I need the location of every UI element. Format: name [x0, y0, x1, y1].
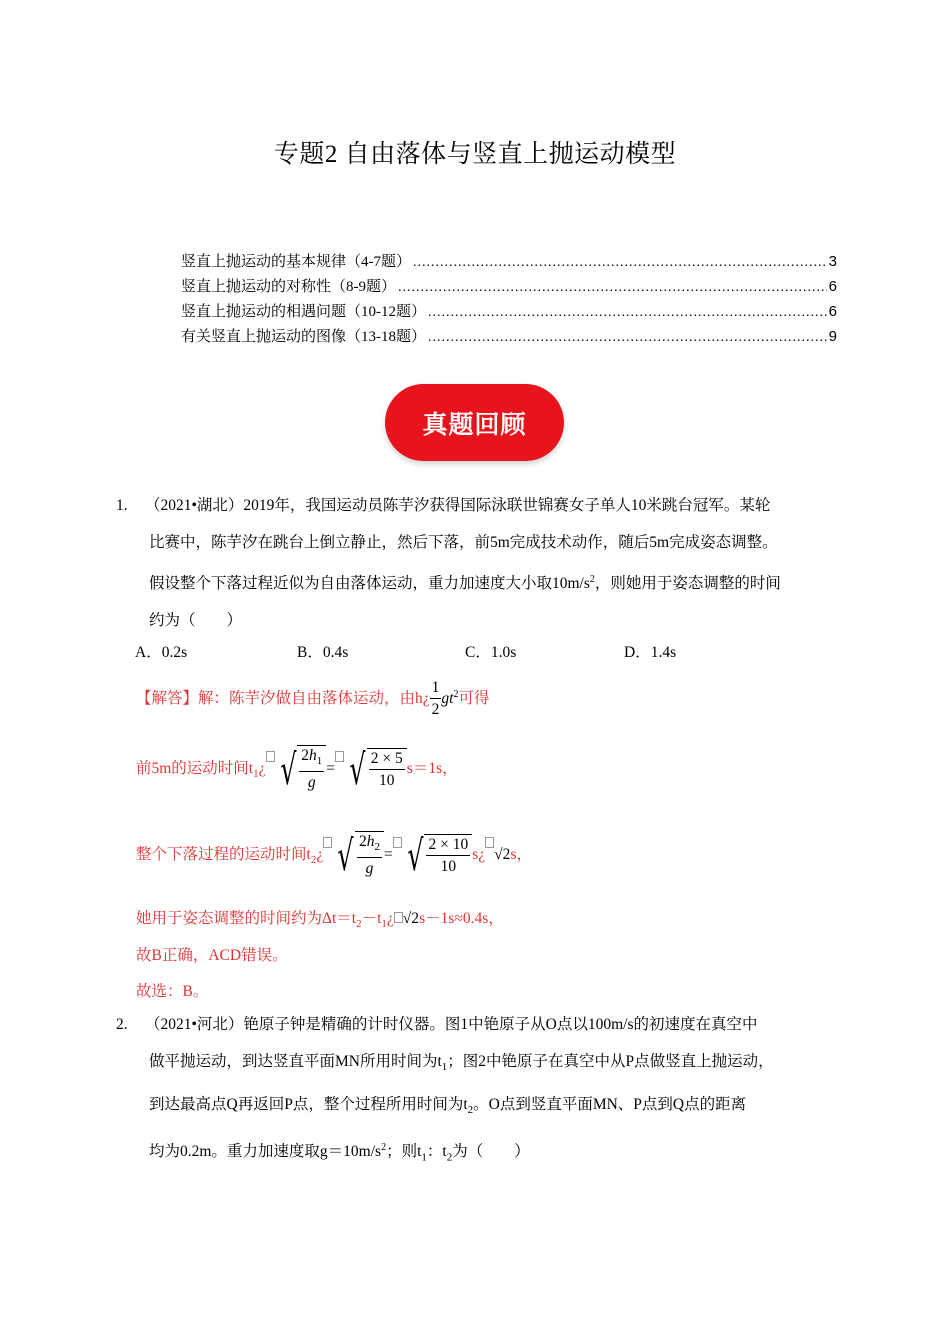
option-b[interactable]: B．0.4s	[297, 644, 349, 661]
toc-entry-page: 9	[828, 328, 837, 345]
question-text	[145, 1006, 859, 1176]
toc-entry-label: 竖直上抛运动的对称性（8-9题）	[181, 279, 396, 295]
sqrt-expression: √ $\frac{2h_2}{g}$	[332, 831, 384, 880]
option-a[interactable]: A．0.2s	[135, 644, 188, 661]
toc-leader-dots	[428, 305, 827, 321]
toc-entry-page: 6	[828, 303, 837, 320]
question-line: 比赛中，陈芋汐在跳台上倒立静止，然后下落，前5m完成技术动作，随后5m完成姿态调整。	[149, 534, 778, 551]
solution-line: 【解答】解：陈芋汐做自由落体运动，由h¿ $\frac{1}{2}$ $gt^2$可得	[136, 678, 490, 721]
toc-entry[interactable]	[181, 275, 837, 300]
toc-leader-dots	[413, 255, 827, 271]
toc-entry-label: 竖直上抛运动的基本规律（4-7题）	[181, 254, 411, 270]
option-d[interactable]: D．1.4s	[624, 644, 677, 661]
fraction-half: $\frac{1}{2}$	[431, 679, 440, 718]
solution-line: 故B正确，ACD错误。	[136, 947, 288, 964]
question-line: （2021•河北）铯原子钟是精确的计时仪器。图1中铯原子从O点以100m/s的初速度在真空中	[145, 1016, 758, 1033]
solution-line: 她用于姿态调整的时间约为$\Delta t=t_2-t_1¿$ √2s－1s≈0.4s，	[136, 910, 504, 931]
section-badge	[385, 384, 564, 461]
question-line: 到达最高点Q再返回P点，整个过程所用时间为$t_2$。O点到竖直平面MN、P点到Q点的距离	[149, 1096, 747, 1117]
toc-entry-page: 3	[828, 253, 837, 270]
solution-tag: 【解答】	[136, 690, 199, 708]
option-c[interactable]: C．1.0s	[465, 644, 517, 661]
toc-entry[interactable]	[181, 300, 837, 325]
toc-entry[interactable]	[181, 250, 837, 275]
question-line: 约为（ ）	[149, 612, 243, 630]
solution-line: 前5m的运动时间$t_1¿$ √ $\frac{2h_1}{g}$ = √ $\frac{2 \times 5}{10}$ s＝1s，	[136, 744, 458, 794]
toc-leader-dots	[398, 280, 827, 296]
question-line: 做平抛运动，到达竖直平面MN所用时间为$t_1$；图2中铯原子在真空中从P点做竖直上抛运动，	[149, 1053, 774, 1074]
sqrt-expression: √ $\frac{2 \times 5}{10}$	[344, 748, 407, 792]
sqrt-expression: √ $\frac{2h_1}{g}$	[275, 745, 327, 794]
question-line: 假设整个下落过程近似为自由落体运动，重力加速度大小取$10m/s^2$，则她用于姿态调整的时间	[149, 574, 781, 593]
question-number: 1.	[116, 497, 128, 514]
toc-entry-page: 6	[828, 278, 837, 295]
page-title: 专题2 自由落体与竖直上抛运动模型	[273, 141, 677, 168]
table-of-contents	[181, 250, 837, 350]
question-text	[145, 487, 859, 639]
toc-entry[interactable]	[181, 325, 837, 350]
answer-options	[135, 640, 835, 664]
toc-leader-dots	[428, 330, 827, 346]
solution-line: 故选：B。	[136, 983, 209, 1000]
solution-line: 整个下落过程的运动时间$t_2¿$ √ $\frac{2h_2}{g}$ = √ $\frac{2 \times 10}{10}$ s¿ √2s，	[136, 830, 532, 880]
section-badge-label: 真题回顾	[422, 409, 527, 439]
question-number: 2.	[116, 1016, 128, 1033]
question-line: （2021•湖北）2019年，我国运动员陈芋汐获得国际泳联世锦赛女子单人10米跳台冠军。某轮	[145, 497, 771, 514]
toc-entry-label: 有关竖直上抛运动的图像（13-18题）	[181, 329, 426, 345]
question-line: 均为0.2m。重力加速度取$g=10m/s^2$；则$t_1$：$t_2$为（ ）	[149, 1142, 530, 1164]
sqrt-expression: √ $\frac{2 \times 10}{10}$	[402, 834, 473, 878]
toc-entry-label: 竖直上抛运动的相遇问题（10-12题）	[181, 304, 426, 320]
